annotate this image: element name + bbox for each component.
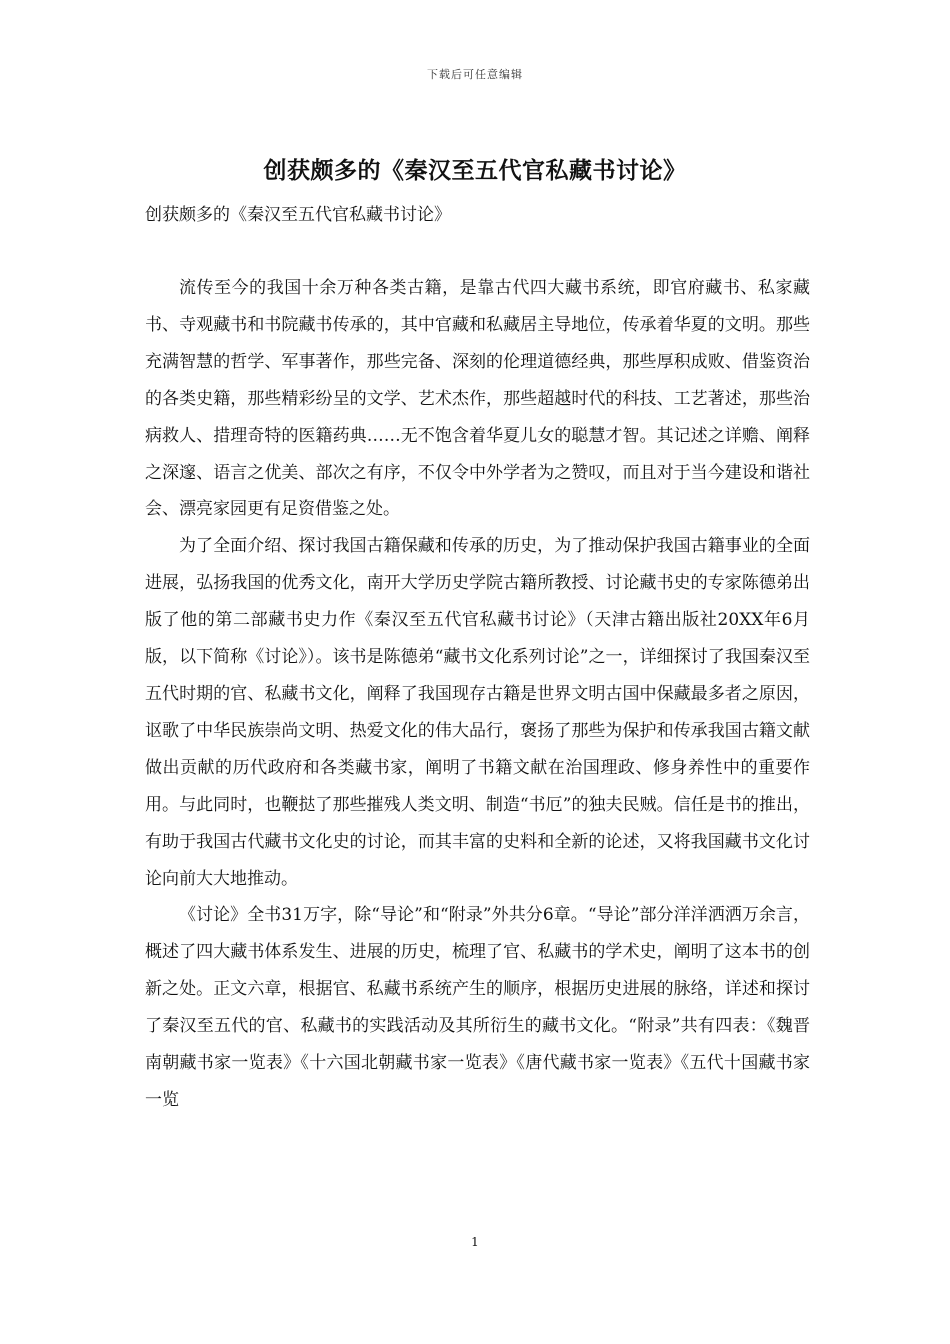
- document-title: 创获颇多的《秦汉至五代官私藏书讨论》: [263, 158, 687, 184]
- document-body: [145, 270, 810, 1119]
- body-paragraph: 为了全面介绍、探讨我国古籍保藏和传承的历史，为了推动保护我国古籍事业的全面进展，弘扬我国的优秀文化，南开大学历史学院古籍所教授、讨论藏书史的专家陈德弟出版了他的第二部藏书史力作《秦汉至五代官私藏书讨论》（天津古籍出版社20XX年6月版，以下简称《讨论》）。该书是陈德弟“藏书文化系列讨论”之一，详细探讨了我国秦汉至五代时期的官、私藏书文化，阐释了我国现存古籍是世界文明古国中保藏最多者之原因，讴歌了中华民族崇尚文明、热爱文化的伟大品行，褒扬了那些为保护和传承我国古籍文献做出贡献的历代政府和各类藏书家，阐明了书籍文献在治国理政、修身养性中的重要作用。与此同时，也鞭挞了那些摧残人类文明、制造“书厄”的独夫民贼。信任是书的推出，有助于我国古代藏书文化史的讨论，而其丰富的史料和全新的论述，又将我国藏书文化讨论向前大大地推动。: [145, 536, 810, 889]
- document-subtitle: 创获颇多的《秦汉至五代官私藏书讨论》: [145, 205, 451, 225]
- body-paragraph: 流传至今的我国十余万种各类古籍，是靠古代四大藏书系统，即官府藏书、私家藏书、寺观藏书和书院藏书传承的，其中官藏和私藏居主导地位，传承着华夏的文明。那些充满智慧的哲学、军事著作，那些完备、深刻的伦理道德经典，那些厚积成败、借鉴资治的各类史籍，那些精彩纷呈的文学、艺术杰作，那些超越时代的科技、工艺著述，那些治病救人、措理奇特的医籍药典……无不饱含着华夏儿女的聪慧才智。其记述之详赡、阐释之深邃、语言之优美、部次之有序，不仅令中外学者为之赞叹，而且对于当今建设和谐社会、漂亮家园更有足资借鉴之处。: [145, 278, 810, 520]
- body-paragraph: 《讨论》全书31万字，除“导论”和“附录”外共分6章。“导论”部分洋洋洒洒万余言，概述了四大藏书体系发生、进展的历史，梳理了官、私藏书的学术史，阐明了这本书的创新之处。正文六章，根据官、私藏书系统产生的顺序，根据历史进展的脉络，详述和探讨了秦汉至五代的官、私藏书的实践活动及其所衍生的藏书文化。“附录”共有四表：《魏晋南朝藏书家一览表》《十六国北朝藏书家一览表》《唐代藏书家一览表》《五代十国藏书家一览: [145, 905, 810, 1110]
- page-number: 1: [471, 1235, 479, 1249]
- header-note: 下载后可任意编辑: [427, 68, 523, 81]
